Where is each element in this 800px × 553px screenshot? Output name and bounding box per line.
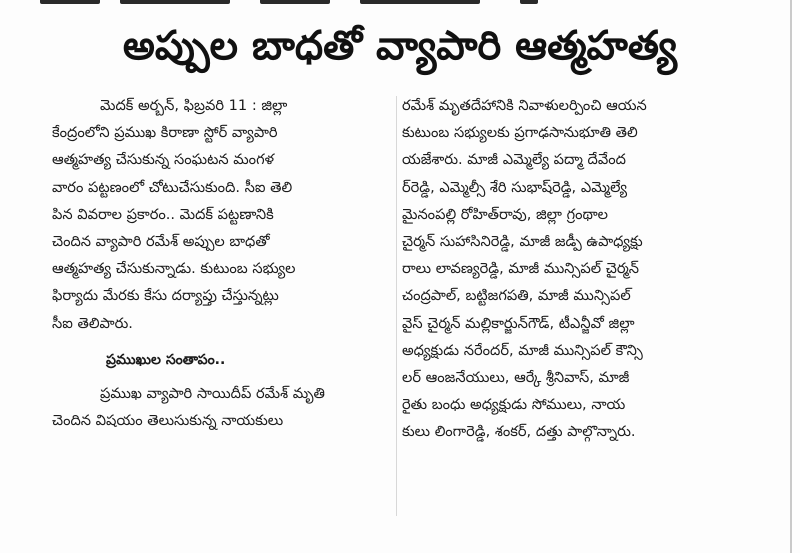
body-line: మైనంపల్లి రోహిత్‌రావు, జిల్లా గ్రంథాల xyxy=(402,205,609,223)
body-line: ప్రముఖ వ్యాపారి సాయిదీప్ రమేశ్ మృతి xyxy=(100,385,325,403)
body-line: రాలు లావణ్యరెడ్డి, మాజీ మున్సిపల్ చైర్మన్ xyxy=(402,260,639,278)
section-subheading: ప్రముఖుల సంతాపం.. xyxy=(106,351,226,368)
body-line: చంద్రపాల్, బట్టిజగపతి, మాజీ మున్సిపల్ xyxy=(402,287,631,305)
article-headline: అప్పుల బాధతో వ్యాపారి ఆత్మహత్య xyxy=(122,23,678,69)
body-line: అధ్యక్షుడు నరేందర్, మాజీ మున్సిపల్ కౌన్సి xyxy=(402,341,643,359)
body-line: రైతు బంధు అధ్యక్షుడు సోములు, నాయ xyxy=(402,396,626,414)
column-divider xyxy=(396,96,397,516)
body-line: చెందిన వ్యాపారి రమేశ్ అప్పుల బాధతో xyxy=(52,233,270,251)
body-line: మెదక్ అర్బన్, ఫిబ్రవరి 11 : జిల్లా xyxy=(100,97,288,114)
body-line: లర్ ఆంజనేయులు, ఆర్కే శ్రీనివాస్, మాజీ xyxy=(402,369,630,387)
page-edge xyxy=(790,0,792,553)
cropped-glyph xyxy=(120,0,230,4)
cropped-glyph xyxy=(520,0,538,4)
body-line: ఆత్మహత్య చేసుకున్న సంఘటన మంగళ xyxy=(52,151,274,169)
right-column xyxy=(402,92,772,446)
body-line: కులు లింగారెడ్డి, శంకర్, దత్తు పాల్గొన్నారు. xyxy=(402,423,636,441)
cropped-glyph xyxy=(260,0,330,4)
left-column xyxy=(52,92,392,434)
body-line: వారం పట్టణంలో చోటుచేసుకుంది. సీఐ తెలి xyxy=(52,178,293,196)
body-line: ర్‌రెడ్డి, ఎమ్మెల్సీ శేరి సుభాష్‌రెడ్డి, ఎమ్మెల్యే xyxy=(402,178,628,196)
body-line: వైస్ చైర్మన్ మల్లికార్జున్‌గౌడ్, టీఎన్జీవో జిల్లా xyxy=(402,314,635,332)
body-line: చెందిన విషయం తెలుసుకున్న నాయకులు xyxy=(52,412,284,430)
cropped-text-strip xyxy=(0,0,800,10)
body-line: సీఐ తెలిపారు. xyxy=(52,314,133,332)
body-line: రమేశ్ మృతదేహానికి నివాళులర్పించి ఆయన xyxy=(402,97,647,114)
cropped-glyph xyxy=(40,0,100,4)
body-line: యజేశారు. మాజీ ఎమ్మెల్యే పద్మా దేవేంద xyxy=(402,151,626,169)
body-line: ఫిర్యాదు మేరకు కేసు దర్యాప్తు చేస్తున్నట్లు xyxy=(52,287,279,305)
body-line: ఆత్మహత్య చేసుకున్నాడు. కుటుంబ సభ్యుల xyxy=(52,260,296,278)
cropped-glyph xyxy=(360,0,480,4)
body-line: కేంద్రంలోని ప్రముఖ కిరాణా స్టోర్ వ్యాపారి xyxy=(52,124,278,142)
body-line: పిన వివరాల ప్రకారం.. మెదక్ పట్టణానికి xyxy=(52,205,274,223)
body-line: చైర్మన్ సుహాసినిరెడ్డి, మాజీ జడ్పీ ఉపాధ్యక్షు xyxy=(402,233,643,251)
body-line: కుటుంబ సభ్యులకు ప్రగాఢసానుభూతి తెలి xyxy=(402,124,638,142)
